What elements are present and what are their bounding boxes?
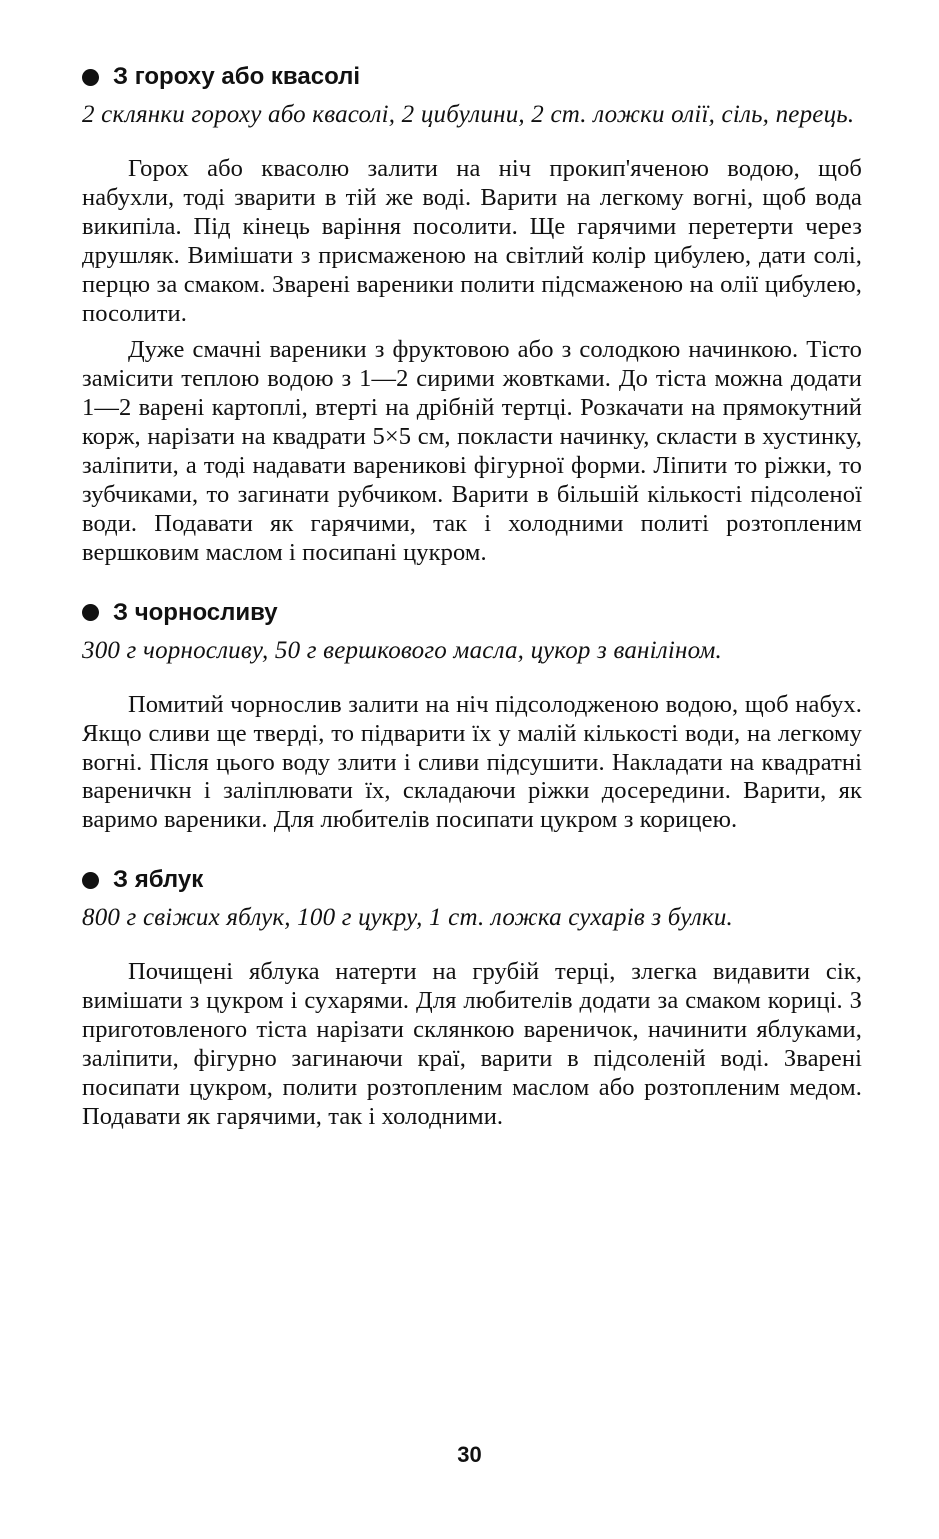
section-title: З яблук	[113, 866, 204, 894]
section-heading	[82, 598, 862, 628]
bullet-icon	[82, 872, 99, 889]
ingredients-list: 2 склянки гороху або квасолі, 2 цибулини, 2 ст. ложки олії, сіль, перець.	[82, 101, 855, 128]
section-spacer	[82, 576, 862, 598]
recipe-section-apples	[82, 865, 862, 1131]
bullet-icon	[82, 604, 99, 621]
section-heading	[82, 62, 862, 92]
section-title: З чорносливу	[113, 598, 278, 626]
ingredients-list: 800 г свіжих яблук, 100 г цукру, 1 ст. ложка сухарів з булки.	[82, 904, 734, 932]
ingredients-list: 300 г чорносливу, 50 г вершкового масла, цукор з ваніліном.	[82, 636, 722, 664]
page-number: 30	[457, 1442, 482, 1467]
bullet-icon	[82, 69, 99, 86]
page-body	[82, 62, 862, 1140]
recipe-paragraph: Почищені яблука натерти на грубій терці, злегка видавити сік, вимішати з цукром і сухарями. Для любителів додати за смаком кориці. З приготовленого тіста нарізати склянкою вареничок, начинити яблуками, заліпити, фігурно загинаючи краї, варити в підсоленій воді. Зварені посипати цукром, полити розтопленим маслом або розтопленим медом. Подавати як гарячими, так і холодними.	[82, 958, 862, 1130]
recipe-section-peas	[82, 62, 862, 568]
section-spacer	[82, 843, 862, 865]
recipe-paragraph: Помитий чорнослив залити на ніч підсолодженою водою, щоб набух. Якщо сливи ще тверді, то підварити їх у малій кількості води, на легкому вогні. Після цього воду злити і сливи підсушити. Накладати на квадратні вареничкн і заліплювати їх, складаючи ріжки досередини. Варити, як варимо вареники. Для любителів посипати цукром з корицею.	[82, 690, 862, 834]
recipe-paragraph: Горох або квасолю залити на ніч прокип'яченою водою, щоб набухли, тоді зварити в тій же воді. Варити на легкому вогні, щоб вода википіла. Під кінець варіння посолити. Ще гарячими перетерти через друшляк. Вимішати з присмаженою на світлий колір цибулею, дати солі, перцю за смаком. Зварені вареники полити підсмаженою на олії цибулею, посолити.	[82, 155, 862, 327]
recipe-section-prunes	[82, 598, 862, 836]
section-title: З гороху або квасолі	[113, 63, 361, 90]
recipe-paragraph: Дуже смачні вареники з фруктовою або з солодкою начинкою. Тісто замісити теплою водою з 1—2 сирими жовтками. До тіста можна додати 1—2 варені картоплі, втерті на дрібній тертці. Розкачати на прямокутний корж, нарізати на квадрати 5×5 см, покласти начинку, скласти в хустинку, заліпити, а тоді надавати вареникові фігурної форми. Ліпити то ріжки, то зубчиками, то загинати рубчиком. Варити в більшій кількості підсоленої води. Подавати як гарячими, так і холодними политі розтопленим вершковим маслом і посипані цукром.	[82, 336, 862, 566]
section-heading	[82, 865, 862, 895]
